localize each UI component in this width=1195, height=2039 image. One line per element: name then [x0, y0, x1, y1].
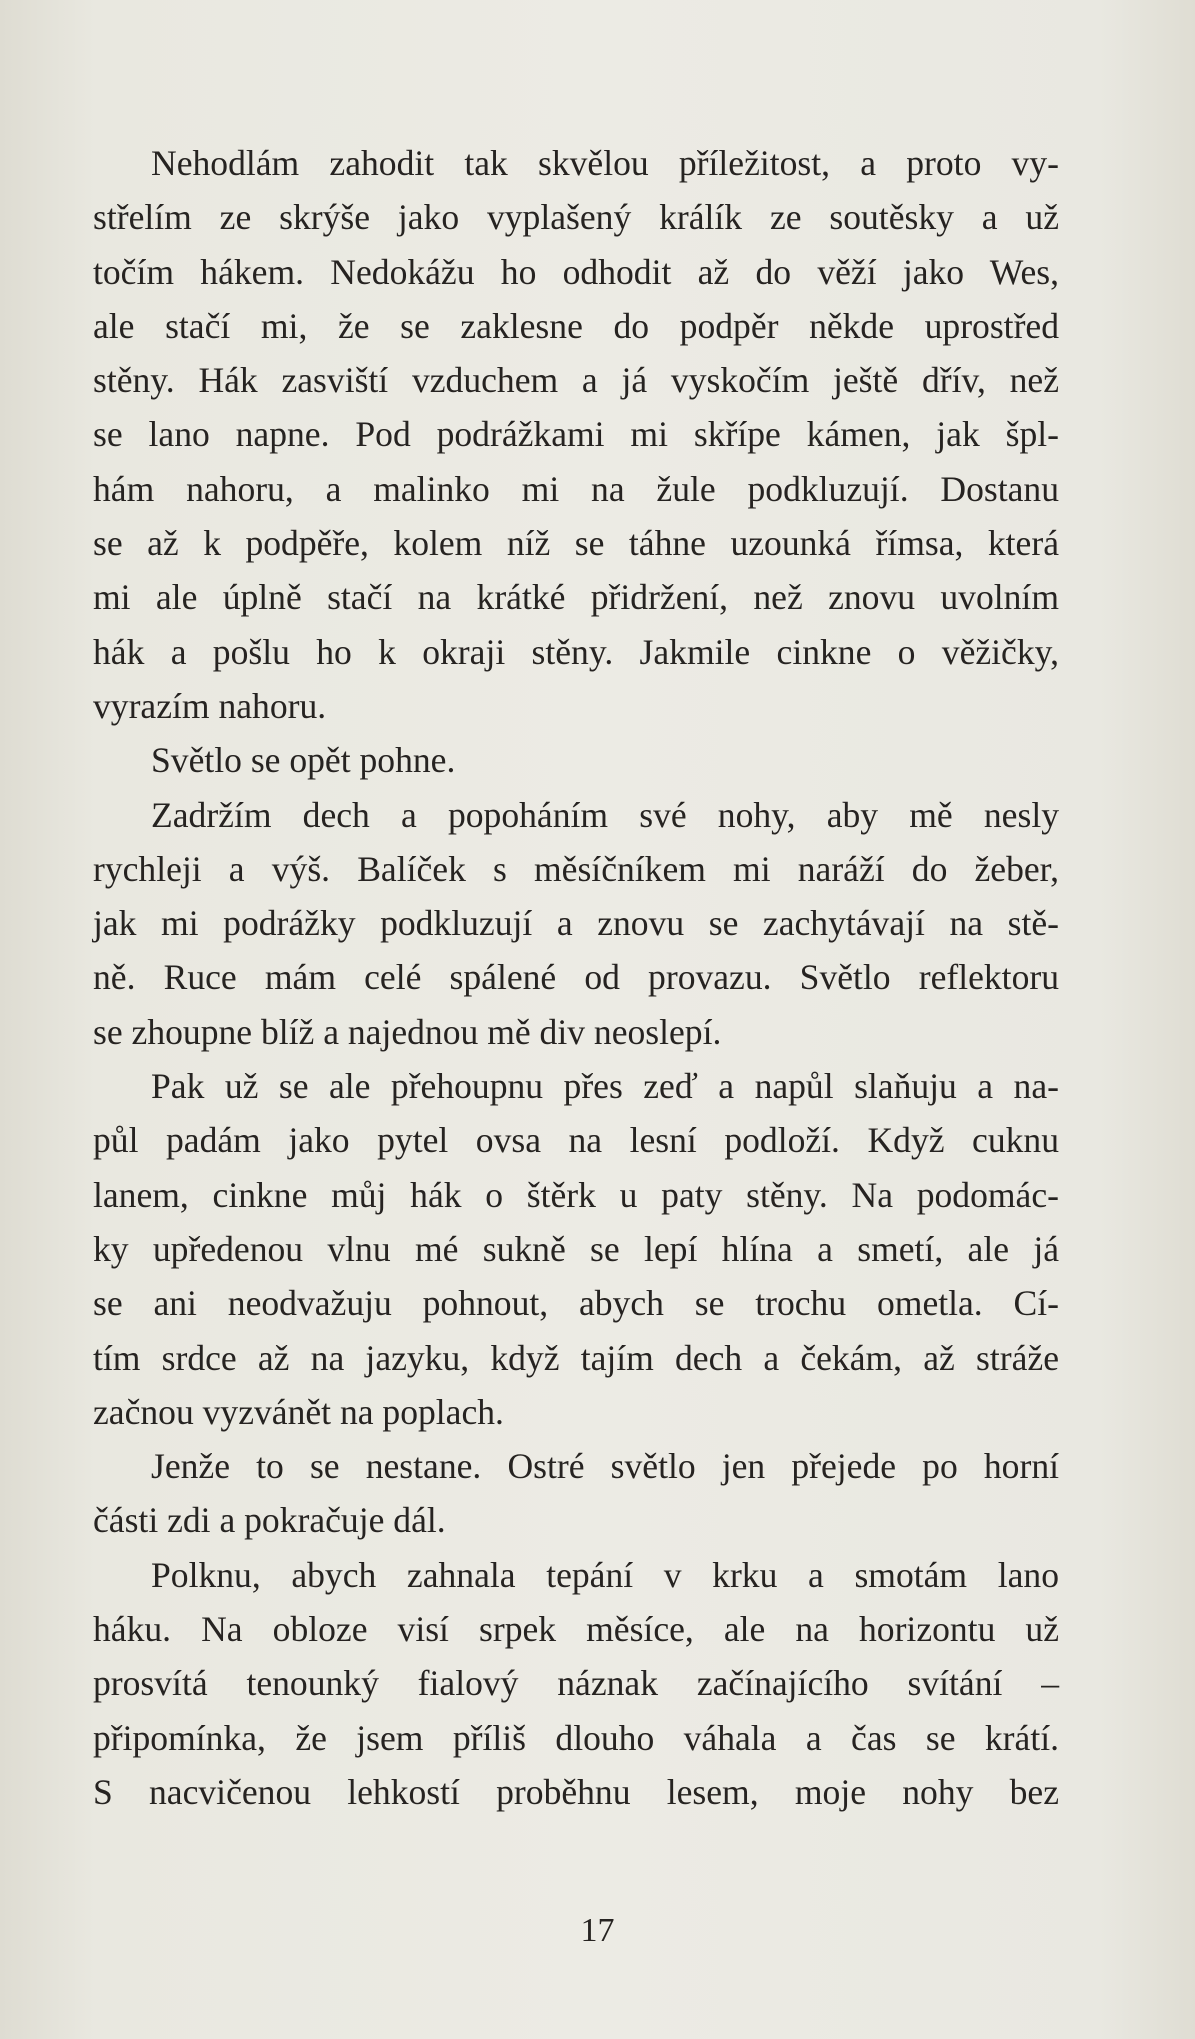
text-line: ně. Ruce mám celé spálené od provazu. Světlo reflektoru	[93, 957, 1059, 998]
text-line: háku. Na obloze visí srpek měsíce, ale na horizontu už	[93, 1609, 1059, 1650]
text-line: hám nahoru, a malinko mi na žule podkluzují. Dostanu	[93, 468, 1059, 509]
text-line: tím srdce až na jazyku, když tajím dech a čekám, až stráže	[93, 1337, 1059, 1378]
text-line: začnou vyzvánět na poplach.	[93, 1391, 504, 1432]
text-line: rychleji a výš. Balíček s měsíčníkem mi naráží do žeber,	[93, 848, 1059, 889]
text-line: točím hákem. Nedokážu ho odhodit až do věží jako Wes,	[93, 251, 1059, 292]
paragraph	[93, 1439, 1059, 1548]
text-line: se ani neodvažuju pohnout, abych se trochu ometla. Cí-	[93, 1283, 1059, 1324]
paragraph	[93, 1548, 1059, 1819]
paragraph	[93, 788, 1059, 1059]
paragraph	[93, 1059, 1059, 1439]
text-line: se až k podpěře, kolem níž se táhne uzounká římsa, která	[93, 523, 1059, 564]
text-line: Jenže to se nestane. Ostré světlo jen přejede po horní	[151, 1446, 1059, 1487]
text-line: S nacvičenou lehkostí proběhnu lesem, moje nohy bez	[93, 1771, 1059, 1812]
text-line: se lano napne. Pod podrážkami mi skřípe kámen, jak špl-	[93, 414, 1059, 455]
text-line: stěny. Hák zasviští vzduchem a já vyskočím ještě dřív, než	[93, 360, 1059, 401]
text-line: části zdi a pokračuje dál.	[93, 1500, 446, 1541]
text-line: Polknu, abych zahnala tepání v krku a smotám lano	[151, 1554, 1059, 1595]
text-line: střelím ze skrýše jako vyplašený králík ze soutěsky a už	[93, 197, 1059, 238]
text-line: Pak už se ale přehoupnu přes zeď a napůl slaňuju a na-	[151, 1066, 1059, 1107]
text-line: připomínka, že jsem příliš dlouho váhala a čas se krátí.	[93, 1717, 1059, 1758]
text-line: Světlo se opět pohne.	[151, 740, 456, 781]
text-line: ky upředenou vlnu mé sukně se lepí hlína a smetí, ale já	[93, 1228, 1059, 1269]
page-number: 17	[580, 1912, 615, 1949]
text-line: lanem, cinkne můj hák o štěrk u paty stěny. Na podomác-	[93, 1174, 1059, 1215]
text-line: se zhoupne blíž a najednou mě div neoslepí.	[93, 1011, 722, 1052]
body-text	[93, 136, 1059, 1819]
text-line: půl padám jako pytel ovsa na lesní podloží. Když cuknu	[93, 1120, 1059, 1161]
paragraph	[93, 733, 1059, 787]
text-line: prosvítá tenounký fialový náznak začínajícího svítání –	[93, 1663, 1059, 1704]
text-line: ale stačí mi, že se zaklesne do podpěr někde uprostřed	[93, 305, 1059, 346]
text-line: hák a pošlu ho k okraji stěny. Jakmile cinkne o věžičky,	[93, 631, 1059, 672]
paragraph	[93, 136, 1059, 733]
text-line: Nehodlám zahodit tak skvělou příležitost, a proto vy-	[151, 143, 1059, 183]
text-line: jak mi podrážky podkluzují a znovu se zachytávají na stě-	[93, 903, 1059, 944]
text-line: Zadržím dech a popoháním své nohy, aby mě nesly	[151, 794, 1059, 835]
text-line: vyrazím nahoru.	[93, 685, 327, 726]
text-line: mi ale úplně stačí na krátké přidržení, než znovu uvolním	[93, 577, 1059, 618]
